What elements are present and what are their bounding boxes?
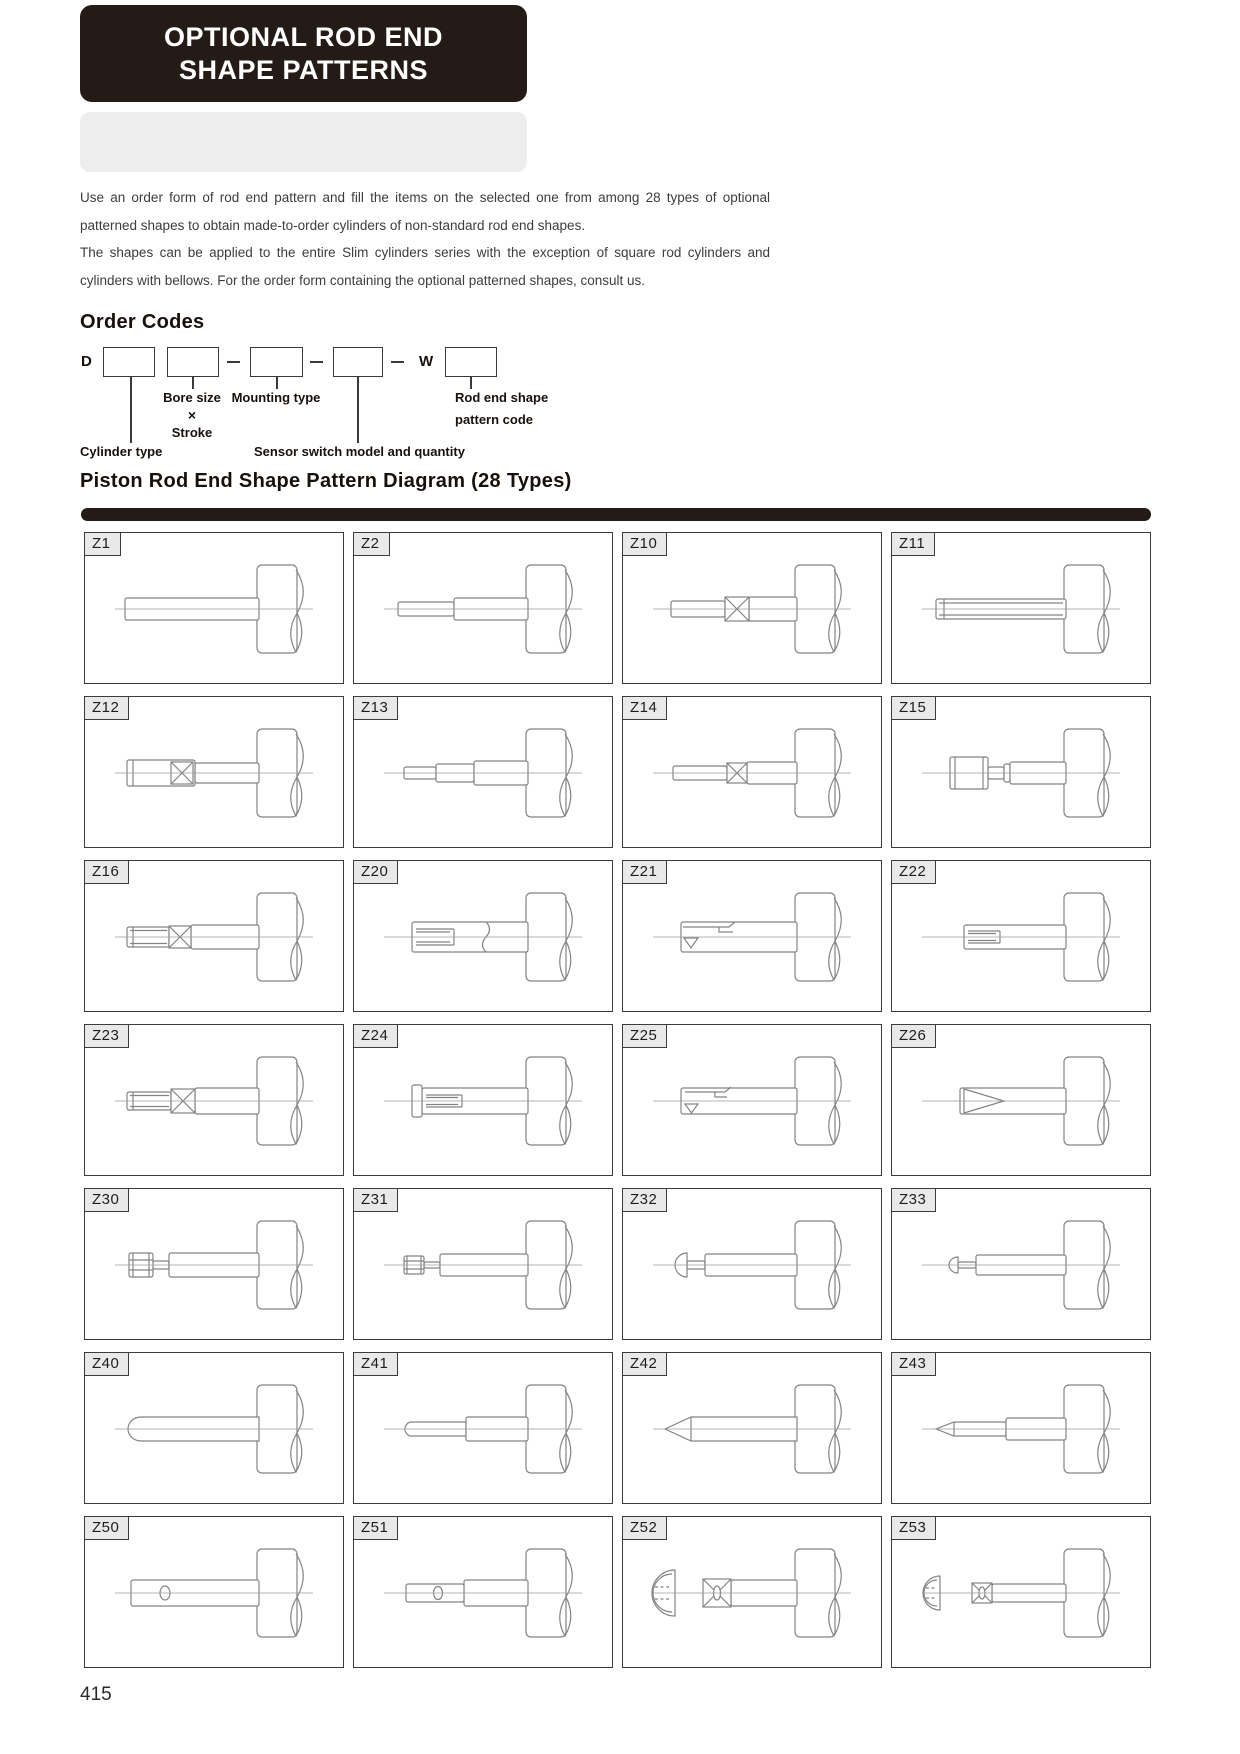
pattern-code-badge: Z53	[891, 1516, 936, 1540]
label-bore-size: Bore size	[163, 390, 221, 405]
pattern-cell-z40	[84, 1352, 344, 1504]
order-code-prefix: D	[81, 353, 92, 370]
pattern-code-badge: Z33	[891, 1188, 936, 1212]
label-mounting-type: Mounting type	[231, 390, 321, 405]
pattern-code-badge: Z21	[622, 860, 667, 884]
pattern-cell-z42	[622, 1352, 882, 1504]
pattern-cell-z20	[353, 860, 613, 1012]
pattern-code-badge: Z26	[891, 1024, 936, 1048]
pattern-cell-z26	[891, 1024, 1151, 1176]
label-times: ×	[187, 407, 197, 423]
section-divider-bar	[81, 508, 1151, 521]
connector-rod-end	[470, 377, 472, 389]
page-number: 415	[80, 1684, 112, 1705]
pattern-cell-z2	[353, 532, 613, 684]
label-sensor-switch: Sensor switch model and quantity	[254, 444, 465, 459]
rod-end-drawing	[354, 533, 614, 683]
intro-paragraph-1: Use an order form of rod end pattern and fill the items on the selected one from among 28 types of optional patterned shapes to obtain made-to-order cylinders of non-standard rod end shapes.	[80, 190, 770, 233]
pattern-cell-z51	[353, 1516, 613, 1668]
order-codes-heading: Order Codes	[80, 311, 205, 333]
pattern-cell-z32	[622, 1188, 882, 1340]
pattern-code-badge: Z13	[353, 696, 398, 720]
pattern-cell-z30	[84, 1188, 344, 1340]
pattern-code-badge: Z15	[891, 696, 936, 720]
pattern-cell-z21	[622, 860, 882, 1012]
order-code-separator-2	[310, 361, 323, 363]
pattern-code-badge: Z42	[622, 1352, 667, 1376]
pattern-cell-z52	[622, 1516, 882, 1668]
pattern-cell-z41	[353, 1352, 613, 1504]
pattern-cell-z16	[84, 860, 344, 1012]
pattern-cell-z13	[353, 696, 613, 848]
pattern-code-badge: Z23	[84, 1024, 129, 1048]
pattern-code-badge: Z40	[84, 1352, 129, 1376]
pattern-cell-z31	[353, 1188, 613, 1340]
pattern-cell-z15	[891, 696, 1151, 848]
pattern-cell-z1	[84, 532, 344, 684]
pattern-code-badge: Z25	[622, 1024, 667, 1048]
pattern-cell-z12	[84, 696, 344, 848]
pattern-code-badge: Z51	[353, 1516, 398, 1540]
pattern-code-badge: Z43	[891, 1352, 936, 1376]
pattern-code-badge: Z14	[622, 696, 667, 720]
pattern-code-badge: Z52	[622, 1516, 667, 1540]
pattern-code-badge: Z12	[84, 696, 129, 720]
connector-cylinder-type	[130, 377, 132, 443]
pattern-cell-z33	[891, 1188, 1151, 1340]
pattern-code-badge: Z22	[891, 860, 936, 884]
order-code-box-rod-end	[445, 347, 497, 377]
pattern-cell-z50	[84, 1516, 344, 1668]
order-code-box-cylinder-type	[103, 347, 155, 377]
order-code-box-sensor	[333, 347, 383, 377]
page-title-banner	[80, 5, 527, 102]
intro-paragraph-2: The shapes can be applied to the entire Slim cylinders series with the exception of square rod cylinders and cylinders with bellows. For the order form containing the optional patterned shapes, consult us.	[80, 245, 770, 288]
header-subtitle-panel	[80, 112, 527, 172]
label-rod-end-shape-line1: Rod end shape	[455, 390, 549, 405]
pattern-cell-z11	[891, 532, 1151, 684]
pattern-cell-z43	[891, 1352, 1151, 1504]
connector-mounting-type	[276, 377, 278, 389]
pattern-code-badge: Z32	[622, 1188, 667, 1212]
order-code-separator-1	[227, 361, 240, 363]
pattern-code-badge: Z10	[622, 532, 667, 556]
pattern-code-badge: Z20	[353, 860, 398, 884]
pattern-cell-z22	[891, 860, 1151, 1012]
pattern-code-badge: Z2	[353, 532, 390, 556]
pattern-code-badge: Z1	[84, 532, 121, 556]
pattern-grid	[84, 532, 1151, 1668]
order-code-suffix: W	[419, 353, 434, 370]
pattern-code-badge: Z50	[84, 1516, 129, 1540]
order-code-box-mounting	[250, 347, 303, 377]
page-title-line1: OPTIONAL ROD END	[163, 21, 443, 52]
pattern-cell-z10	[622, 532, 882, 684]
connector-bore-size	[192, 377, 194, 389]
order-code-separator-3	[391, 361, 404, 363]
pattern-cell-z24	[353, 1024, 613, 1176]
pattern-diagram-heading: Piston Rod End Shape Pattern Diagram (28 Types)	[80, 470, 572, 492]
label-rod-end-shape-line2: pattern code	[455, 412, 534, 427]
pattern-cell-z53	[891, 1516, 1151, 1668]
pattern-code-badge: Z24	[353, 1024, 398, 1048]
intro-text	[80, 184, 770, 294]
connector-sensor-switch	[357, 377, 359, 443]
pattern-code-badge: Z41	[353, 1352, 398, 1376]
page-title-line2: SHAPE PATTERNS	[178, 54, 429, 85]
label-cylinder-type: Cylinder type	[80, 444, 163, 459]
pattern-code-badge: Z31	[353, 1188, 398, 1212]
pattern-cell-z25	[622, 1024, 882, 1176]
pattern-code-badge: Z30	[84, 1188, 129, 1212]
order-code-box-bore-stroke	[167, 347, 219, 377]
label-stroke: Stroke	[171, 425, 213, 440]
pattern-cell-z14	[622, 696, 882, 848]
rod-end-drawing	[85, 533, 345, 683]
pattern-code-badge: Z16	[84, 860, 129, 884]
pattern-cell-z23	[84, 1024, 344, 1176]
pattern-code-badge: Z11	[891, 532, 935, 556]
